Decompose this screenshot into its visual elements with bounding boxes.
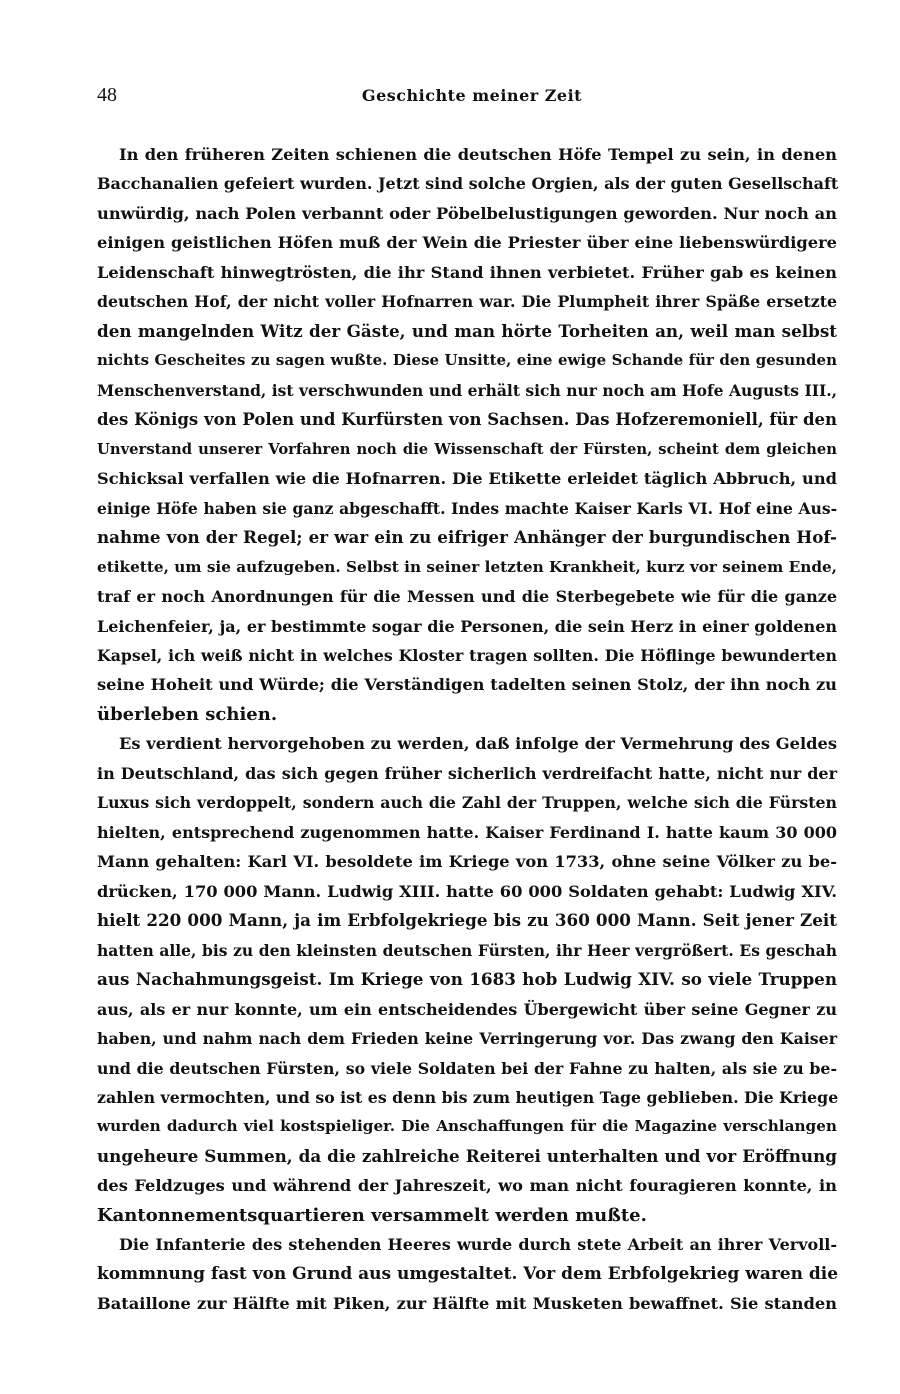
text-line: überleben schien.: [97, 703, 278, 725]
body-text: [97, 140, 837, 1319]
text-line: In den früheren Zeiten schienen die deutschen Höfe Tempel zu sein, in denen: [119, 145, 837, 164]
text-line: deutschen Hof, der nicht voller Hofnarren war. Die Plumpheit ihrer Späße ersetzte: [97, 292, 837, 312]
text-line: Mann gehalten: Karl VI. besoldete im Kriege von 1733, ohne seine Völker zu be-: [97, 852, 837, 872]
text-line: Luxus sich verdoppelt, sondern auch die Zahl der Truppen, welche sich die Fürsten: [97, 793, 837, 813]
text-line: traf er noch Anordnungen für die Messen und die Sterbegebete wie für die ganze: [97, 587, 837, 607]
text-line: Bataillone zur Hälfte mit Piken, zur Hälfte mit Musketen bewaffnet. Sie standen: [97, 1294, 837, 1314]
text-line: Menschenverstand, ist verschwunden und erhält sich nur noch am Hofe Augusts III.,: [97, 380, 837, 400]
text-line: haben, und nahm nach dem Frieden keine Verringerung vor. Das zwang den Kaiser: [97, 1029, 837, 1049]
page-number: 48: [97, 84, 117, 106]
text-line: den mangelnden Witz der Gäste, und man hörte Torheiten an, weil man selbst: [97, 320, 837, 341]
text-line: wurden dadurch viel kostspieliger. Die Anschaffungen für die Magazine verschlangen: [97, 1117, 837, 1136]
text-line: Leichenfeier, ja, er bestimmte sogar die Personen, die sein Herz in einer goldenen: [97, 616, 837, 636]
running-title: Geschichte meiner Zeit: [361, 86, 583, 105]
text-line: einigen geistlichen Höfen muß der Wein die Priester über eine liebenswürdigere: [97, 233, 837, 253]
text-line: hielten, entsprechend zugenommen hatte. Kaiser Ferdinand I. hatte kaum 30 000: [97, 822, 837, 842]
text-line: Leidenschaft hinwegtrösten, die ihr Stand ihnen verbietet. Früher gab es keinen: [97, 262, 837, 282]
text-line: und die deutschen Fürsten, so viele Soldaten bei der Fahne zu halten, als sie zu be-: [97, 1058, 837, 1078]
page-header: [97, 84, 847, 114]
text-line: seine Hoheit und Würde; die Verständigen tadelten seinen Stolz, der ihn noch zu: [97, 675, 837, 695]
text-line: Kantonnementsquartieren versammelt werden mußte.: [97, 1204, 647, 1226]
text-line: unwürdig, nach Polen verbannt oder Pöbelbelustigungen geworden. Nur noch an: [97, 203, 837, 223]
text-line: nichts Gescheites zu sagen wußte. Diese Unsitte, eine ewige Schande für den gesunden: [97, 351, 837, 370]
text-line: hielt 220 000 Mann, ja im Erbfolgekriege bis zu 360 000 Mann. Seit jener Zeit: [97, 910, 837, 931]
text-line: einige Höfe haben sie ganz abgeschafft. Indes machte Kaiser Karls VI. Hof eine Aus-: [97, 498, 837, 518]
text-line: Unverstand unserer Vorfahren noch die Wissenschaft der Fürsten, scheint dem gleichen: [97, 440, 837, 458]
text-line: Bacchanalien gefeiert wurden. Jetzt sind solche Orgien, als der guten Gesellschaft: [97, 174, 839, 194]
text-line: Es verdient hervorgehoben zu werden, daß infolge der Vermehrung des Geldes: [119, 734, 837, 754]
text-line: etikette, um sie aufzugeben. Selbst in seiner letzten Krankheit, kurz vor seinem Ende,: [97, 557, 837, 576]
text-line: drücken, 170 000 Mann. Ludwig XIII. hatte 60 000 Soldaten gehabt: Ludwig XIV.: [97, 881, 837, 901]
text-line: zahlen vermochten, und so ist es denn bis zum heutigen Tage geblieben. Die Kriege: [97, 1088, 839, 1107]
text-line: in Deutschland, das sich gegen früher sicherlich verdreifacht hatte, nicht nur der: [97, 763, 837, 783]
text-line: aus, als er nur konnte, um ein entscheidendes Übergewicht über seine Gegner zu: [97, 999, 837, 1019]
text-line: des Königs von Polen und Kurfürsten von Sachsen. Das Hofzeremoniell, für den: [97, 410, 837, 430]
text-line: Kapsel, ich weiß nicht in welches Kloster tragen sollten. Die Höflinge bewunderten: [97, 645, 837, 665]
text-line: aus Nachahmungsgeist. Im Kriege von 1683 hob Ludwig XIV. so viele Truppen: [97, 969, 837, 990]
text-line: hatten alle, bis zu den kleinsten deutschen Fürsten, ihr Heer vergrößert. Es geschah: [97, 940, 837, 960]
text-line: kommnung fast von Grund aus umgestaltet. Vor dem Erbfolgekrieg waren die: [97, 1263, 839, 1284]
text-line: nahme von der Regel; er war ein zu eifriger Anhänger der burgundischen Hof-: [97, 527, 837, 548]
text-line: Die Infanterie des stehenden Heeres wurde durch stete Arbeit an ihrer Vervoll-: [119, 1235, 837, 1255]
text-line: ungeheure Summen, da die zahlreiche Reiterei unterhalten und vor Eröffnung: [97, 1145, 837, 1166]
text-line: Schicksal verfallen wie die Hofnarren. Die Etikette erleidet täglich Abbruch, und: [97, 469, 837, 489]
text-line: des Feldzuges und während der Jahreszeit, wo man nicht fouragieren konnte, in: [97, 1176, 837, 1196]
